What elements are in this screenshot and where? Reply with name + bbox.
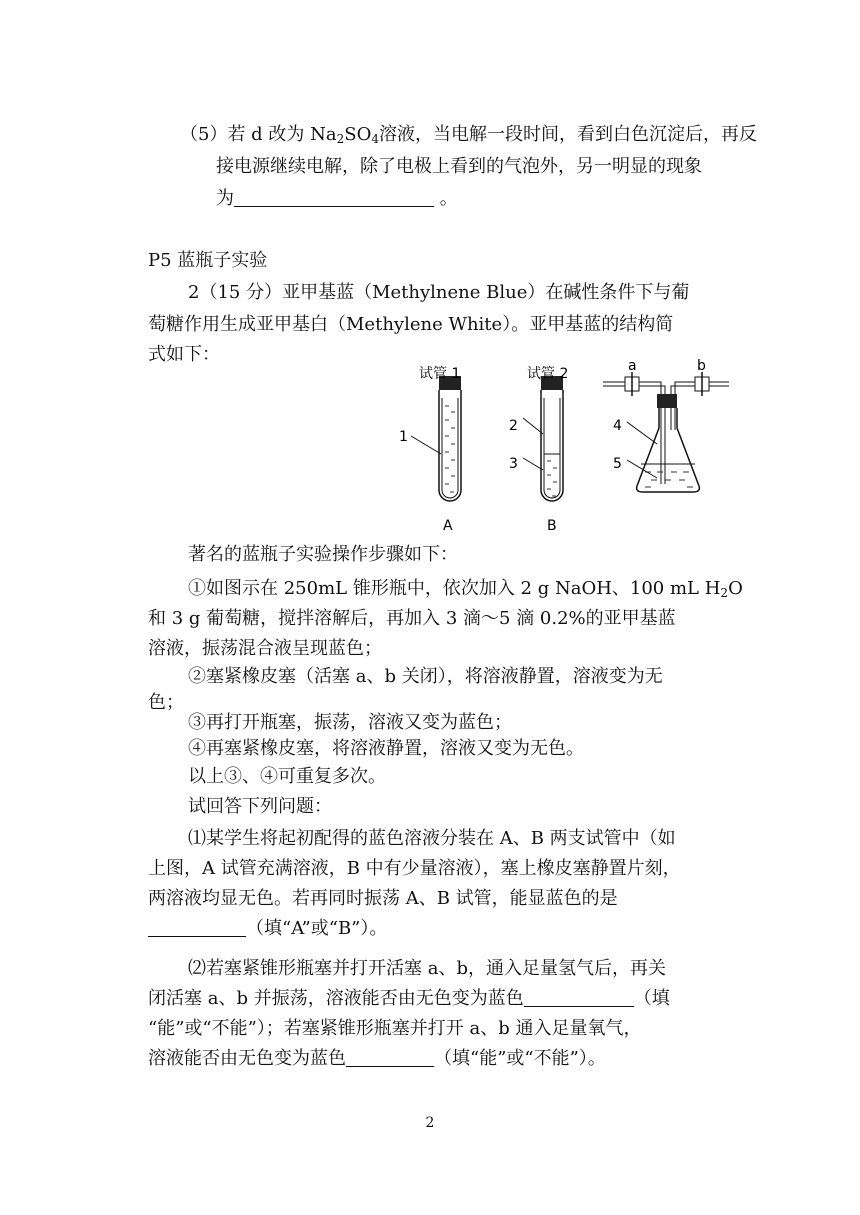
solution-b-dashes [547,461,557,496]
label-5: 5 [613,456,622,472]
page-number: 2 [425,1115,435,1131]
q5-line-2: 接电源继续电解，除了电极上看到的气泡外，另一明显的现象 [216,156,702,177]
answer-blank-q1[interactable] [148,918,246,937]
solution-a-dashes [445,406,455,492]
step-3: ③再打开瓶塞，振荡，溶液又变为蓝色； [188,712,512,733]
answer-blank-q5[interactable] [234,188,434,207]
step-2-line-2: 色； [148,692,184,713]
step-2-line-1: ②塞紧橡皮塞（活塞 a、b 关闭），将溶液静置，溶液变为无 [188,666,663,687]
q1-line-4: （填“A”或“B”）。 [148,914,728,943]
answer-blank-q2b[interactable] [346,1048,434,1067]
q2-line-3: “能”或“不能”）；若塞紧锥形瓶塞并打开 a、b 通入足量氧气， [148,1018,642,1039]
flask-stopper [657,394,677,408]
q1-line-3: 两溶液均显无色。若再同时振荡 A、B 试管，能显蓝色的是 [148,888,618,909]
q5-line-3: 为 。 [216,188,458,209]
section-title: P5 蓝瓶子实验 [148,250,268,271]
test-tube-a [411,376,461,501]
label-3: 3 [509,456,518,472]
tube1-label: 试管 1 [419,366,461,382]
q2-line-2: 闭活塞 a、b 并振荡，溶液能否由无色变为蓝色 （填 [148,988,670,1009]
caption-b: B [547,518,557,534]
label-a: a [628,358,637,374]
step-1-line-2: 和 3 g 葡萄糖，搅拌溶解后，再加入 3 滴～5 滴 0.2%的亚甲基蓝 [148,608,676,629]
answer-blank-q2a[interactable] [524,988,634,1007]
intro-line-1: 2（15 分）亚甲基蓝（Methylnene Blue）在碱性条件下与葡 [188,282,690,303]
label-1: 1 [399,429,408,445]
step-1-line-3: 溶液，振荡混合液呈现蓝色； [148,638,382,659]
step-repeat: 以上③、④可重复多次。 [188,766,386,787]
steps-heading: 著名的蓝瓶子实验操作步骤如下： [188,544,458,565]
label-4: 4 [613,418,622,434]
step-1-line-1: ①如图示在 250mL 锥形瓶中，依次加入 2 g NaOH、100 mL $H_2O$ [188,578,743,600]
flask-solution-dashes [645,472,693,487]
label-2: 2 [509,418,518,434]
test-tube-b [523,376,563,501]
apparatus-figure [395,358,735,538]
q1-line-1: ⑴某学生将起初配得的蓝色溶液分装在 A、B 两支试管中（如 [188,828,676,849]
caption-a: A [443,518,453,534]
intro-line-3: 式如下： [148,344,220,365]
tube2-label: 试管 2 [527,366,569,382]
q2-line-1: ⑵若塞紧锥形瓶塞并打开活塞 a、b，通入足量氢气后，再关 [188,958,666,979]
intro-line-2: 萄糖作用生成亚甲基白（Methylene White）。亚甲基蓝的结构简 [148,314,674,335]
label-b: b [697,358,706,374]
q2-line-4: 溶液能否由无色变为蓝色 （填“能”或“不能”）。 [148,1048,606,1069]
questions-intro: 试回答下列问题： [188,796,332,817]
q5-line-1: （5）若 d 改为 $Na_2SO_4$溶液，当电解一段时间，看到白色沉淀后，再反 [180,124,757,146]
step-4: ④再塞紧橡皮塞，将溶液静置，溶液又变为无色。 [188,738,584,759]
q1-line-2: 上图，A 试管充满溶液，B 中有少量溶液），塞上橡皮塞静置片刻， [148,858,681,879]
